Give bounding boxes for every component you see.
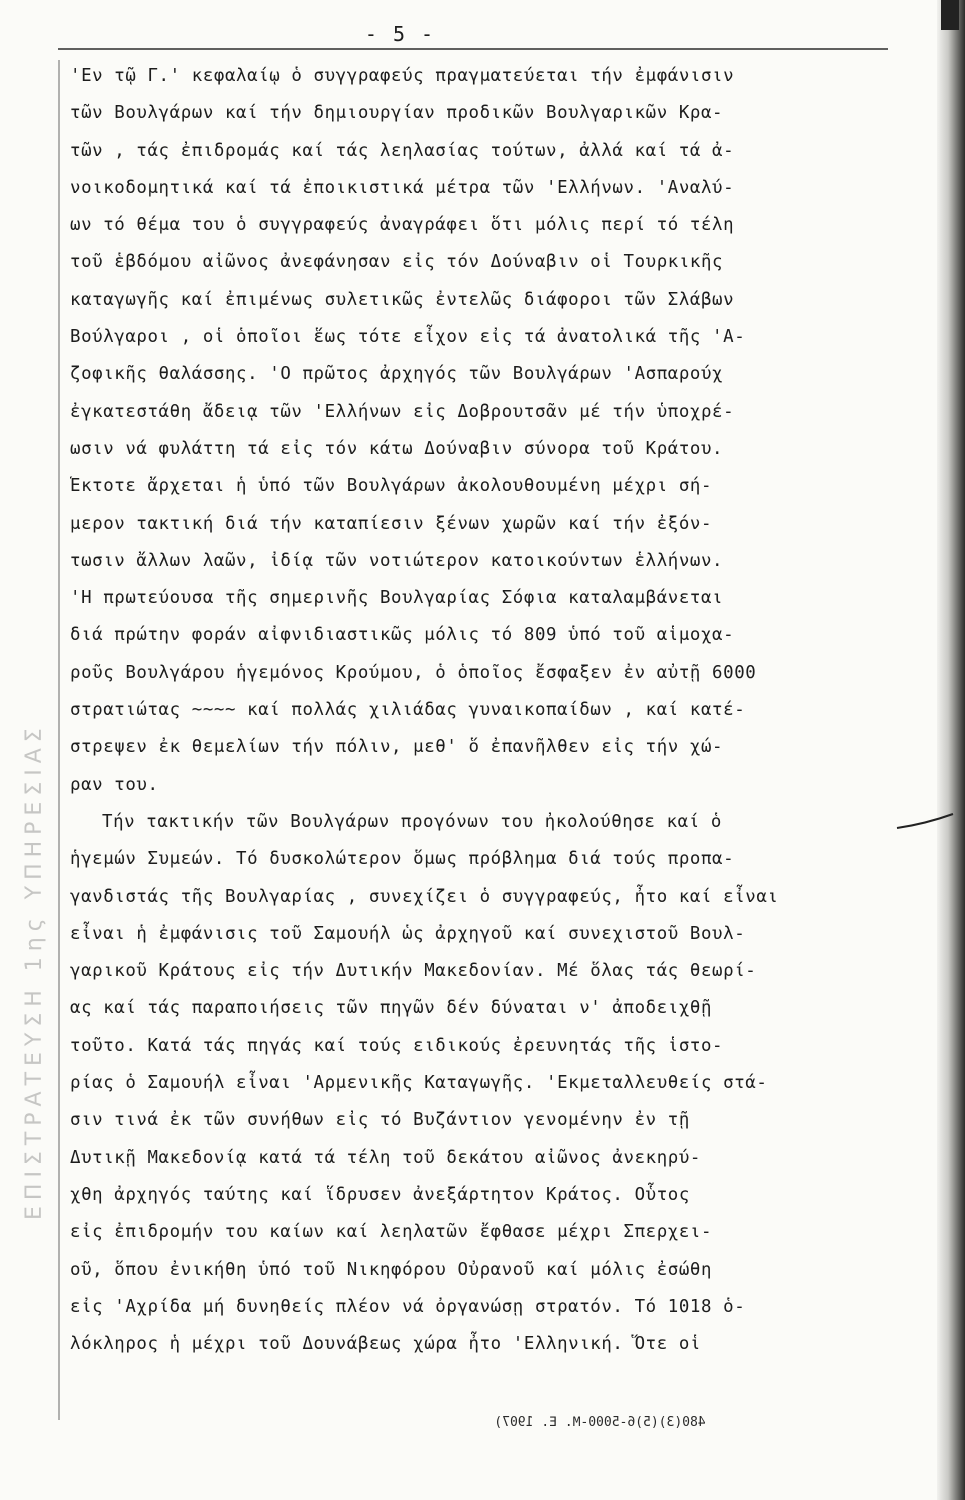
text-line: τῶν Βουλγάρων καί τήν δημιουργίαν προδικῶν Βουλγαρικῶν Κρα- [70,103,724,124]
text-line: ας καί τάς παραποιήσεις τῶν πηγῶν δέν δύναται ν' ἀποδειχθῇ [70,998,713,1019]
margin-stamp: ΕΠΙΣΤΡΑΤΕΥΣΗ 1ης ΥΠΗΡΕΣΙΑΣ [22,722,47,1220]
text-line: 'Η πρωτεύουσα τῆς σημερινῆς Βουλγαρίας Σόφια καταλαμβάνεται [70,588,724,609]
text-line: γαρικοῦ Κράτους εἰς τήν Δυτικήν Μακεδονίαν. Μέ ὅλας τάς θεωρί- [70,961,757,982]
text-line: Βούλγαροι , οἱ ὁποῖοι ἕως τότε εἶχον εἰς τά ἀνατολικά τῆς 'Α- [70,327,746,348]
text-line: σιν τινά ἐκ τῶν συνήθων εἰς τό Βυζάντιον γενομένην ἐν τῇ [70,1110,690,1131]
text-line: εἰς ἐπιδρομήν του καίων καί λεηλατῶν ἔφθασε μέχρι Σπερχει- [70,1222,713,1243]
text-line: ραν του. [70,774,159,795]
text-line: ἡγεμών Συμεών. Τό δυσκολώτερον ὅμως πρόβλημα διά τούς προπα- [70,849,735,870]
scan-edge-notch [941,0,959,30]
text-line: Δυτικῇ Μακεδονίᾳ κατά τά τέλη τοῦ δεκάτου αἰῶνος ἀνεκηρύ- [70,1147,701,1168]
text-line: ροῦς Βουλγάρου ἡγεμόνος Κρούμου, ὁ ὁποῖος ἔσφαξεν ἐν αὐτῇ 6000 [70,662,757,683]
text-line: χθη ἀρχηγός ταύτης καί ἵδρυσεν ἀνεξάρτητον Κράτος. Οὗτος [70,1184,690,1205]
page-number: - 5 - [364,22,436,46]
text-line: τοῦτο. Κατά τάς πηγάς καί τούς ειδικούς ἐρευνητάς τῆς ἱστο- [70,1035,724,1056]
text-line: οῦ, ὅπου ἐνικήθη ὑπό τοῦ Νικηφόρου Οὐρανοῦ καί μόλις ἐσώθη [70,1259,713,1280]
text-line: Τήν τακτικήν τῶν Βουλγάρων προγόνων του ἠκολούθησε καί ὁ [102,811,722,832]
text-line: διά πρώτην φοράν αἰφνιδιαστικῶς μόλις τό 809 ὑπό τοῦ αἱμοχα- [70,625,735,646]
text-line: νοικοδομητικά καί τά ἐποικιστικά μέτρα τῶν 'Ελλήνων. 'Αναλύ- [70,177,735,198]
left-margin-rule [58,60,60,1420]
text-line: στρεψεν ἐκ θεμελίων τήν πόλιν, μεθ' ὅ ἐπανῆλθεν εἰς τήν χώ- [70,737,724,758]
text-line: τοῦ ἑβδόμου αἰῶνος ἀνεφάνησαν εἰς τόν Δούναβιν οἱ Τουρκικῆς [70,252,724,273]
text-line: στρατιώτας ~~~~ καί πολλάς χιλιάδας γυναικοπαίδων , καί κατέ- [70,700,746,721]
text-line: εἰς 'Αχρίδα μή δυνηθείς πλέον νά ὀργανώσῃ στρατόν. Τό 1018 ὁ- [70,1296,746,1317]
header-rule [58,48,888,50]
scan-edge-shadow [937,0,965,1500]
text-line: μερον τακτική διά τήν καταπίεσιν ξένων χωρῶν καί τήν ἐξόν- [70,513,713,534]
text-line: ωσιν νά φυλάττη τά εἰς τόν κάτω Δούναβιν σύνορα τοῦ Κράτου. [70,438,724,459]
text-line: ἐγκατεστάθη ἄδειᾳ τῶν 'Ελλήνων εἰς Δοβρουτσᾶν μέ τήν ὑποχρέ- [70,401,735,422]
text-line: ρίας ὁ Σαμουήλ εἶναι 'Αρμενικῆς Καταγωγῆς. 'Εκμεταλλευθείς στά- [70,1073,768,1094]
text-line: εἶναι ἡ ἐμφάνισις τοῦ Σαμουήλ ὡς ἀρχηγοῦ καί συνεχιστοῦ Βουλ- [70,923,746,944]
text-line: τωσιν ἄλλων λαῶν, ἰδίᾳ τῶν νοτιώτερον κατοικούντων ἑλλήνων. [70,550,724,571]
text-line: γανδιστάς τῆς Βουλγαρίας , συνεχίζει ὁ συγγραφεύς, ἦτο καί εἶναι [70,886,779,907]
text-line: 'Εν τῷ Γ.' κεφαλαίῳ ὁ συγγραφεύς πραγματεύεται τήν ἐμφάνισιν [70,66,735,86]
text-line: λόκληρος ἡ μέχρι τοῦ Δουνάβεως χώρα ἦτο 'Ελληνική. Ὅτε οἱ [70,1334,701,1355]
text-line: τῶν , τάς ἐπιδρομάς καί τάς λεηλασίας τούτων, ἀλλά καί τά ἀ- [70,140,735,161]
printer-stamp: 480(3)(5)6-5000-Μ. Ε. 1907) [494,1415,706,1430]
text-line: καταγωγῆς καί ἐπιμένως συλετικῶς ἐντελῶς διάφοροι τῶν Σλάβων [70,289,735,310]
typewritten-body [70,58,915,1363]
margin-tick-mark [895,810,955,834]
text-line: Ἔκτοτε ἄρχεται ἡ ὑπό τῶν Βουλγάρων ἀκολουθουμένη μέχρι σή- [70,476,713,497]
text-line: ων τό θέμα του ὁ συγγραφεύς ἀναγράφει ὅτι μόλις περί τό τέλη [70,215,735,236]
text-line: ζοφικῆς θαλάσσης. 'Ο πρῶτος ἀρχηγός τῶν Βουλγάρων 'Ασπαρούχ [70,364,724,385]
